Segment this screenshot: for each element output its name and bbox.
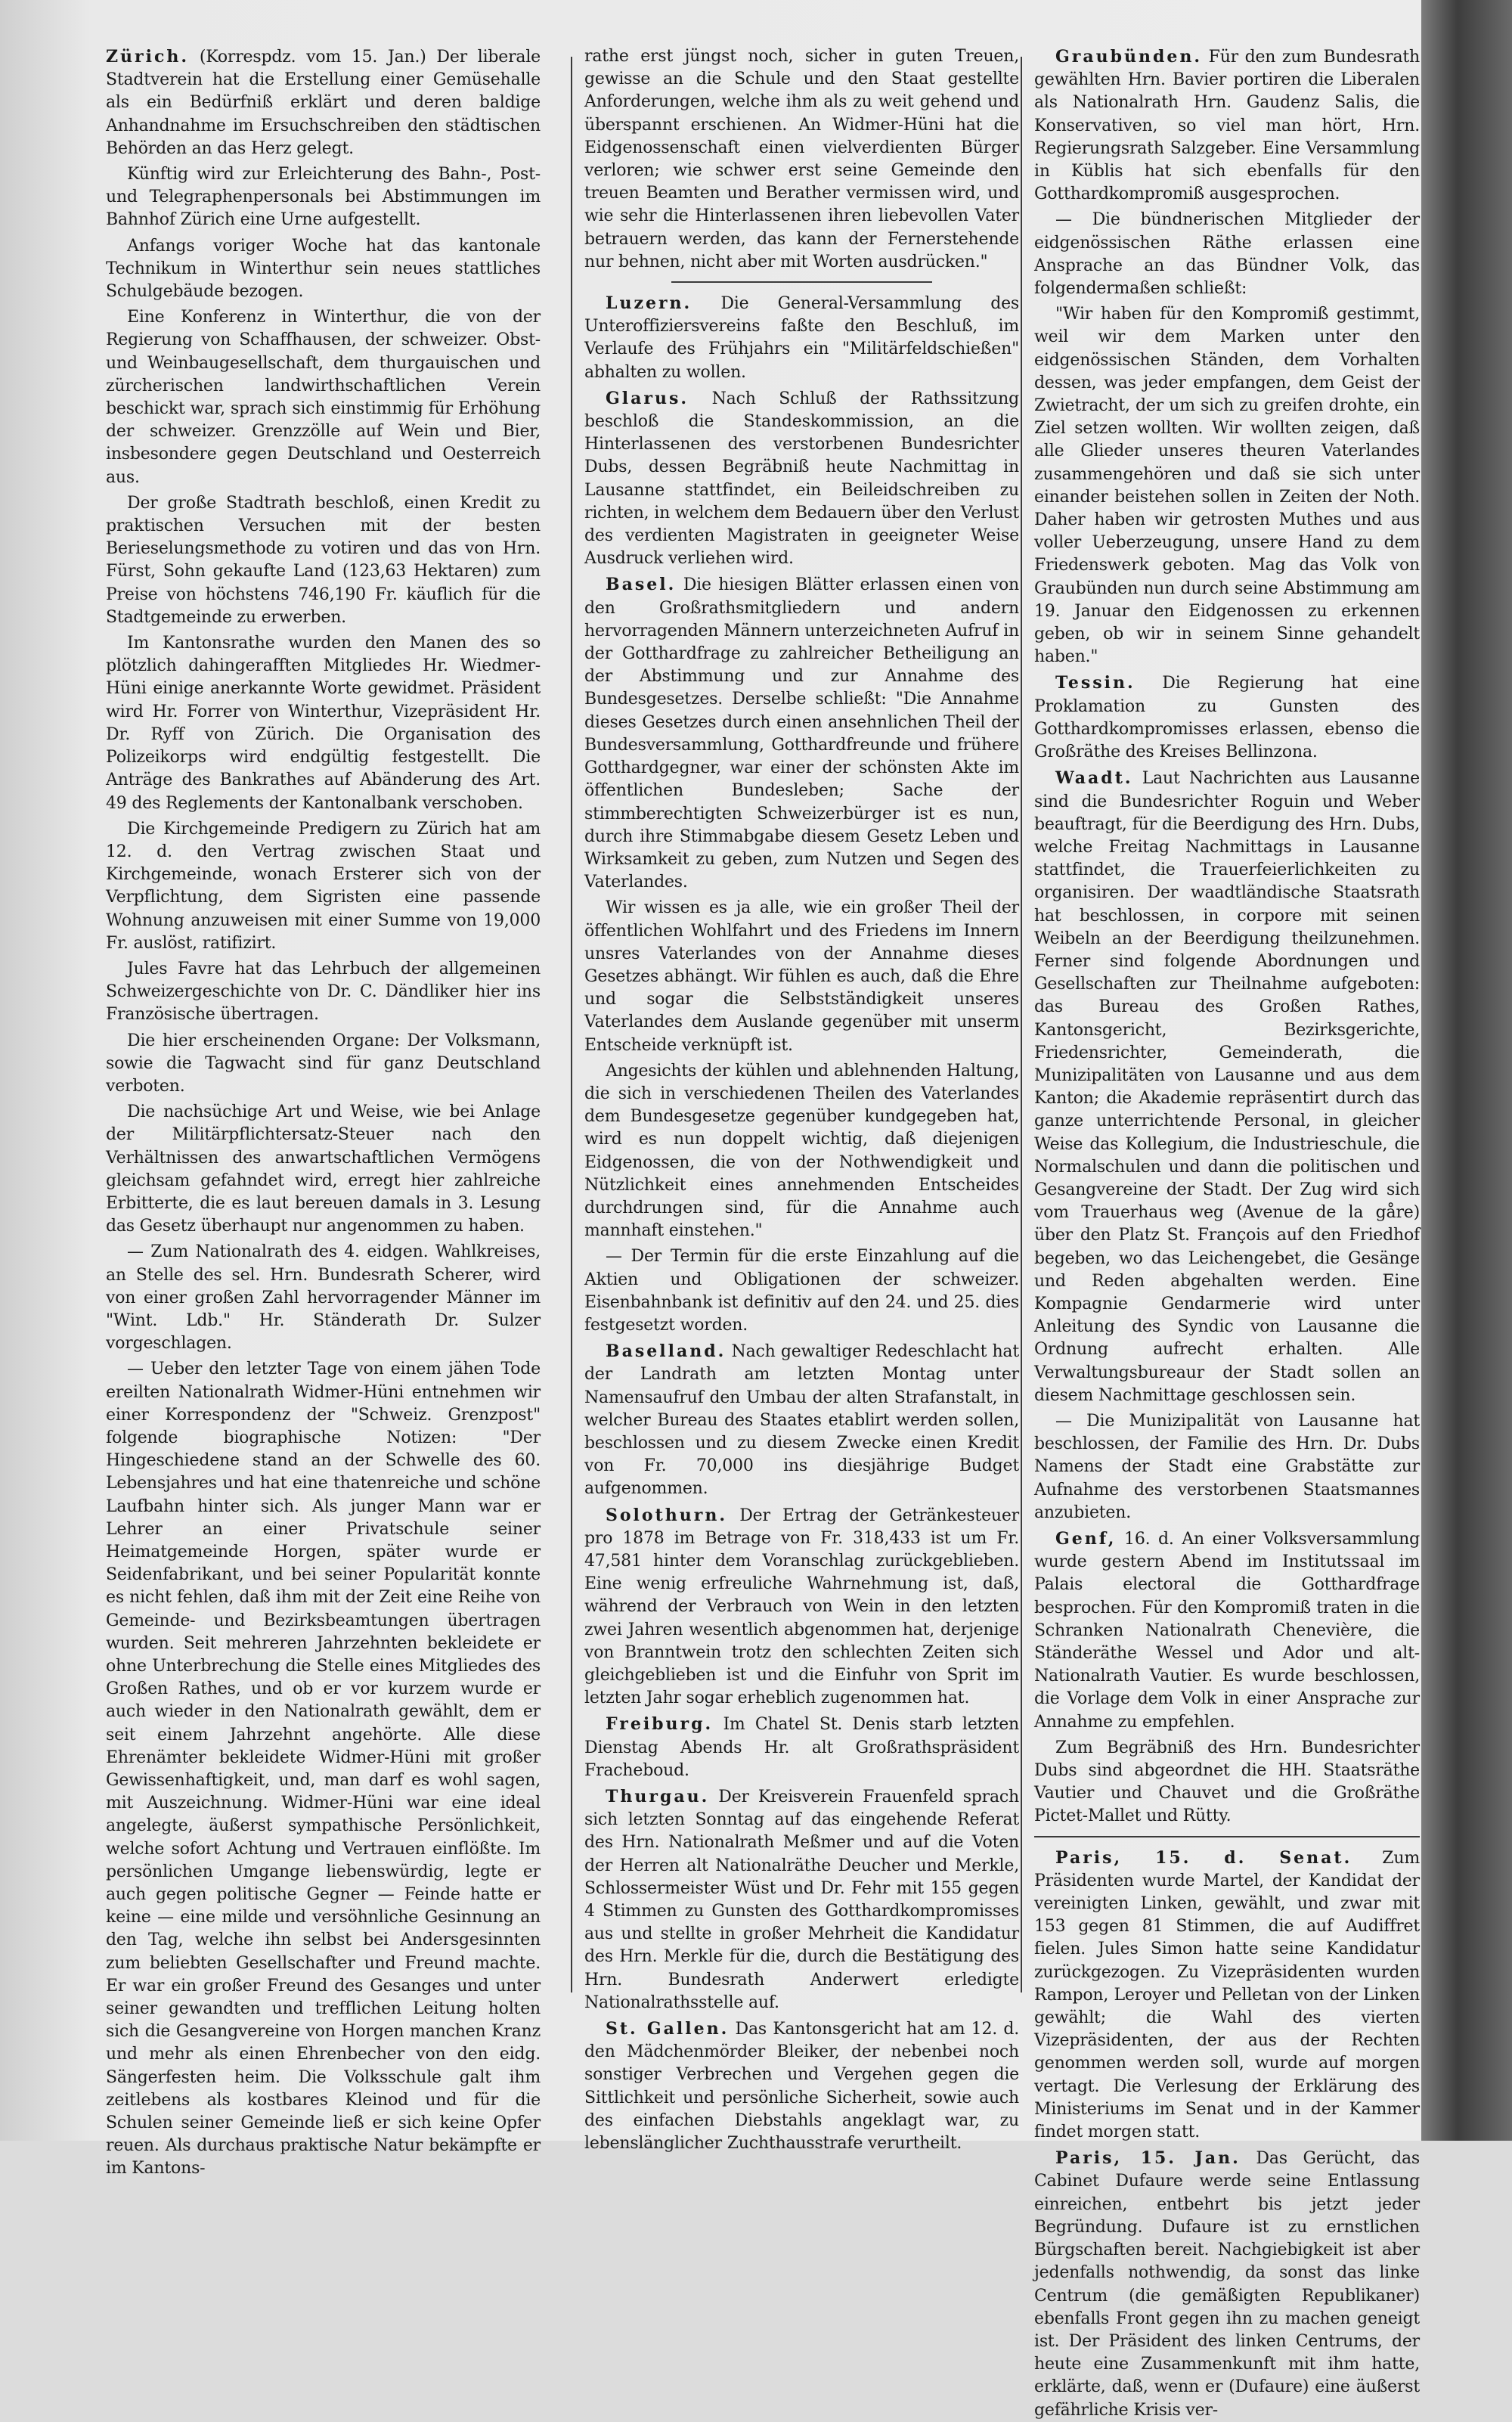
column-rule-left: [571, 57, 572, 1992]
column-2: [584, 45, 1020, 2154]
paragraph-nationalrath: — Zum Nationalrath des 4. eidgen. Wahlkreises, an Stelle des sel. Hrn. Bundesrath Scherer, wird von einer großen Zahl hervorragender Männer im "Wint. Ldb." Hr. Ständerath Dr. Sulzer vorgeschlagen.: [106, 1242, 541, 1354]
dateline-tessin: Tessin.: [1055, 673, 1136, 693]
page-binding-edge: [1421, 0, 1512, 2141]
dateline-freiburg: Freiburg.: [606, 1714, 714, 1735]
paragraph-urne: Künftig wird zur Erleichterung des Bahn-, Post- und Telegraphenpersonals bei Abstimmungen im Bahnhof Zürich eine Urne aufgestellt.: [106, 165, 541, 230]
paragraph-widmer: — Ueber den letzter Tage von einem jähen Tode ereilten Nationalrath Widmer-Hüni entnehmen wir einer Korrespondenz der "Schweiz. Grenzpost" folgende biographische Notizen: "Der Hingeschiedene stand an der Schwelle des 60. Lebensjahres und hat eine thatenreiche und schöne Laufbahn hinter sich. Als junger Mann war er Lehrer an einer Privatschule seiner Heimatgemeinde Horgen, später wurde er Seidenfabrikant, und bei seiner Popularität konnte es nicht fehlen, daß ihm mit der Zeit eine Reihe von Gemeinde- und Bezirksbeamtungen übertragen wurden. Seit mehreren Jahrzehnten bekleidete er ohne Unterbrechung die Stelle eines Mitgliedes des Großen Rathes, und ob er vor kurzem wurde er auch wieder in den Nationalrath gewählt, dem er seit einem Jahrzehnt angehörte. Alle diese Ehrenämter bekleidete Widmer-Hüni mit großer Gewissenhaftigkeit, und, man darf es wohl sagen, mit Auszeichnung. Widmer-Hüni war eine ideal angelegte, äußerst sympathische Persönlichkeit, welche sofort Achtung und Vertrauen einflößte. Im persönlichen Umgange liebenswürdig, legte er auch gegen politische Gegner — Feinde hatte er keine — eine milde und versöhnliche Gesinnung an den Tag, welche ihn selbst bei Andersgesinnten zum beliebten Gesellschafter und Freund machte. Er war ein großer Freund des Gesanges und unter seiner gewandten und trefflichen Leitung holten sich die Gesangvereine von Horgen manchen Kranz und mehr als einen Ehrenbecher von den eidg. Sängerfesten heim. Die Volksschule galt ihm zeitlebens als kostbares Kleinod und für die Schulen seiner Gemeinde ließ er sich keine Opfer reuen. Als durchaus praktische Natur bekämpfte er im Kantons-: [106, 1360, 541, 2179]
dateline-luzern: Luzern.: [606, 293, 692, 314]
dateline-zuerich: Zürich.: [106, 47, 190, 67]
article-luzern: Luzern. Die General-Versammlung des Unteroffiziersvereins faßte den Beschluß, im Verlaufe des Frühjahrs ein "Militärfeldschießen" abhalten zu wollen.: [584, 293, 1020, 382]
dateline-thurgau: Thurgau.: [606, 1787, 710, 1807]
article-stgallen: St. Gallen. Das Kantonsgericht hat am 12. d. den Mädchenmörder Bleiker, der nebenbei noch sonstiger Verbrechen und Vergehen gegen die Sittlichkeit und persönliche Sicherheit, sowie auch des einfachen Diebstahls angeklagt war, zu lebenslänglicher Zuchthausstrafe verurtheilt.: [584, 2019, 1019, 2154]
dateline-graubuenden: Graubünden.: [1055, 47, 1203, 67]
article-solothurn: Solothurn. Der Ertrag der Getränkesteuer pro 1878 im Betrage von Fr. 318,433 ist um Fr. 47,581 hinter dem Voranschlag zurückgeblieben. Eine wenig erfreuliche Wahrnehmung ist, daß, während der Verbrauch von Wein in den letzten zwei Jahren wesentlich abgenommen hat, derjenige von Branntwein trotz den schlechten Zeiten sich gleichgeblieben ist und die Einfuhr von Sprit im letzten Jahr sogar erheblich zugenommen hat.: [584, 1505, 1019, 1708]
article-zuerich: Zürich. (Korrespdz. vom 15. Jan.) Der liberale Stadtverein hat die Erstellung einer Gemüsehalle als ein Bedürfniß erklärt und deren baldige Anhandnahme im Ersuchschreiben den städtischen Behörden an das Herz gelegt.: [106, 47, 541, 158]
paragraph-basel-3: Angesichts der kühlen und ablehnenden Haltung, die sich in verschiedenen Theilen des Vaterlandes dem Bundesgesetze gegenüber kundgegeben hat, wird es nun doppelt wichtig, daß diejenigen Eidgenossen, die von der Nothwendigkeit und Nützlichkeit eines annehmenden Entscheides durchdrungen sind, für die Annahme auch mannhaft einstehen.": [584, 1061, 1019, 1241]
paragraph-technikum: Anfangs voriger Woche hat das kantonale Technikum in Winterthur sein neues stattliches Schulgebäude bezogen.: [106, 236, 541, 302]
article-graubuenden: Graubünden. Für den zum Bundesrath gewählten Hrn. Bavier portiren die Liberalen als Nationalrath Hrn. Gaudenz Salis, die Konservativen, so viel man hört, Hrn. Regierungsrath Salzgeber. Eine Versammlung in Küblis hat sich ebenfalls für den Gotthardkompromiß ausgesprochen.: [1034, 47, 1420, 204]
dateline-stgallen: St. Gallen.: [606, 2019, 730, 2039]
dateline-glarus: Glarus.: [606, 388, 689, 408]
article-basel: Basel. Die hiesigen Blätter erlassen einen von den Großrathsmitgliedern und andern hervorragenden Männern unterzeichneten Aufruf in der Gotthardfrage zu zahlreicher Betheiligung an der Abstimmung und zur Annahme des Bundesgesetzes. Derselbe schließt: "Die Annahme dieses Gesetzes durch einen ansehnlichen Theil der Bundesversammlung, Gotthardfreunde und frühere Gotthardgegner, war einer der schönsten Akte im öffentlichen Bundesleben; Sache der stimmberechtigten Schweizerbürger ist es nun, durch ihre Stimmabgabe diesem Gesetz Leben und Wirksamkeit zu geben, zum Nutzen und Segen des Vaterlandes.: [584, 575, 1019, 892]
paragraph-basel-2: Wir wissen es ja alle, wie ein großer Theil der öffentlichen Wohlfahrt und des Friedens im Innern unsres Vaterlandes von der Annahme dieses Gesetzes abhängt. Wir fühlen es auch, daß die Ehre und sogar die Selbstständigkeit unseres Vaterlandes dem Auslande gegenüber mit unserm Entscheide verknüpft ist.: [584, 898, 1019, 1055]
column-rule-right: [1021, 57, 1022, 1992]
article-waadt: Waadt. Laut Nachrichten aus Lausanne sind die Bundesrichter Roguin und Weber beauftragt, für die Beerdigung des Hrn. Dubs, welche Freitag Nachmittags in Lausanne stattfindet, die Trauerfeierlichkeiten zu organisiren. Der waadtländische Staatsrath hat beschlossen, in corpore mit seinen Weibeln an der Beerdigung theilzunehmen. Ferner sind folgende Abordnungen und Gesellschaften zur Theilnahme aufgeboten: das Bureau des Großen Rathes, Kantonsgericht, Bezirksgerichte, Friedensrichter, Gemeinderath, die Munizipalitäten von Lausanne und aus dem Kanton; die Akademie repräsentirt durch das ganze unterrichtende Personal, in gleicher Weise das Kollegium, die Industrieschule, die Normalschulen und dann die politischen und Gesangvereine der Stadt. Der Zug wird sich vom Trauerhaus weg (Avenue de la gåre) über den Platz St. François auf den Friedhof begeben, wo das Leichengebet, die Gesänge und Reden abgehalten werden. Eine Kompagnie Gendarmerie wird unter Anleitung des Syndic von Lausanne die Ordnung aufrecht erhalten. Alle Verwaltungsbureaur der Stadt sollen an diesem Nachmittage geschlossen sein.: [1034, 768, 1421, 1405]
article-genf: Genf, 16. d. An einer Volksversammlung wurde gestern Abend im Institutssaal im Palais electoral die Gotthardfrage besprochen. Für den Kompromiß traten in die Schranken Nationalrath Chenevière, die Ständeräthe Wessel und Ador und alt-Nationalrath Vautier. Es wurde beschlossen, die Vorlage dem Volk in einer Ansprache zur Annahme zu empfehlen.: [1034, 1529, 1420, 1732]
paragraph-favre: Jules Favre hat das Lehrbuch der allgemeinen Schweizergeschichte von Dr. C. Dändliker hier ins Französische übertragen.: [106, 959, 541, 1025]
dateline-paris-jan: Paris, 15. Jan.: [1055, 2148, 1241, 2169]
article-tessin: Tessin. Die Regierung hat eine Proklamation zu Gunsten des Gotthardkompromisses erlassen, ebenso die Großräthe des Kreises Bellinzona.: [1034, 673, 1420, 762]
paragraph-widmer-continued: rathe erst jüngst noch, sicher in guten Treuen, gewisse an die Schule und den Staat gestellte Anforderungen, welche ihm als zu weit gehend und überspannt erschienen. An Widmer-Hüni hat die Eidgenossenschaft einen vielverdienten Bürger verloren; wie schwer erst seine Gemeinde den treuen Beamten und Berather vermissen wird, und wie sehr die Hinterlassenen ihren liebevollen Vater betrauern werden, das kann der Fernerstehende nur behnen, nicht aber mit Worten ausdrücken.": [584, 47, 1019, 271]
dateline-basel: Basel.: [606, 575, 677, 595]
column-3: [1034, 45, 1421, 2420]
paragraph-kantonsrath: Im Kantonsrathe wurden den Manen des so plötzlich dahingerafften Mitgliedes Hr. Wiedmer-Hüni einige anerkannte Worte gewidmet. Präsident wird Hr. Forrer von Winterthur, Vizepräsident Hr. Dr. Ryff von Zürich. Die Organisation des Polizeikorps wird endgültig festgestellt. Die Anträge des Bankrathes auf Abänderung des Art. 49 des Reglements der Kantonalbank verschoben.: [106, 634, 541, 813]
paragraph-basel-4: — Der Termin für die erste Einzahlung auf die Aktien und Obligationen der schweizer. Eisenbahnbank ist definitiv auf den 24. und 25. dies festgesetzt worden.: [584, 1247, 1019, 1335]
paragraph-waadt-2: — Die Munizipalität von Lausanne hat beschlossen, der Familie des Hrn. Dr. Dubs Namens der Stadt eine Grabstätte zur Aufnahme des verstorbenen Staatsmannes anzubieten.: [1034, 1411, 1420, 1522]
paragraph-graubuenden-quote: "Wir haben für den Kompromiß gestimmt, weil wir dem Marken unter den eidgenössischen Ständen, dem Vorhalten dessen, was jeder empfangen, dem Geist der Zwietracht, der um sich zu greifen drohte, ein Ziel setzen wollten. Wir wollten zeigen, daß alle Glieder unseres theuren Vaterlandes zusammengehören und daß sie sich unter einander beistehen sollen in Zeiten der Noth. Daher haben wir getrosten Muthes und aus voller Ueberzeugung, unsere Hand zu dem Friedenswerk geboten. Mag das Volk von Graubünden nun durch seine Abstimmung am 19. Januar den Eidgenossen zu erkennen geben, ob wir in seinem Sinne gehandelt haben.": [1034, 305, 1420, 667]
separator: [671, 281, 932, 283]
paragraph-stadtrath: Der große Stadtrath beschloß, einen Kredit zu praktischen Versuchen mit der besten Berieselungsmethode zu votiren und das von Hrn. Fürst, Sohn gekaufte Land (123,63 Hektaren) zum Preise von höchstens 746,190 Fr. käuflich für die Stadtgemeinde zu erwerben.: [106, 493, 541, 627]
dateline-baselland: Baselland.: [606, 1341, 727, 1362]
paragraph-militaer: Die nachsüchige Art und Weise, wie bei Anlage der Militärpflichtersatz-Steuer nach den Verhältnissen des anwartschaftlichen Vermögens gleichsam gefahndet wird, erregt hier zahlreiche Erbitterte, die es laut bereuen damals in 3. Lesung das Gesetz überhaupt nur angenommen zu haben.: [106, 1102, 541, 1236]
article-thurgau: Thurgau. Der Kreisverein Frauenfeld sprach sich letzten Sonntag auf das eingehende Referat des Hrn. Nationalrath Meßmer und auf die Voten der Herren alt Nationalräthe Deucher und Merkle, Schlossermeister Wüst und Dr. Fehr mit 155 gegen 4 Stimmen zu Gunsten des Gotthardkompromisses aus und stellte in großer Mehrheit die Kandidatur des Hrn. Merkle für die, durch die Bestätigung des Hrn. Bundesrath Anderwert erledigte Nationalrathsstelle auf.: [584, 1787, 1019, 2012]
dateline-paris-senat: Paris, 15. d. Senat.: [1055, 1847, 1352, 1868]
column-1: [106, 45, 541, 2179]
dateline-genf: Genf,: [1055, 1529, 1117, 1549]
article-baselland: Baselland. Nach gewaltiger Redeschlacht hat der Landrath am letzten Montag unter Namensaufruf den Umbau der alten Strafanstalt, in welcher Bureau des Staates etablirt werden sollen, beschlossen und zu diesem Zwecke einen Kredit von Fr. 70,000 ins diesjährige Budget aufgenommen.: [584, 1341, 1019, 1499]
section-separator: [1034, 1836, 1420, 1837]
article-paris-senat: Paris, 15. d. Senat. Zum Präsidenten wurde Martel, der Kandidat der vereinigten Linken, gewählt, und zwar mit 153 gegen 81 Stimmen, die auf Audiffret fielen. Jules Simon hatte seine Kandidatur zurückgezogen. Zu Vizepräsidenten wurden Rampon, Leroyer und Pelletan von der Linken gewählt; die Wahl des vierten Vizepräsidenten, der aus der Rechten genommen werden soll, wurde auf morgen vertagt. Die Verlesung der Erklärung des Ministeriums im Senat und in der Kammer findet morgen statt.: [1034, 1847, 1421, 2142]
dateline-solothurn: Solothurn.: [606, 1505, 727, 1525]
article-paris-gerucht: Paris, 15. Jan. Das Gerücht, das Cabinet Dufaure werde seine Entlassung einreichen, entbehrt bis jetzt jeder Begründung. Dufaure ist zu ernstlichen Bürgschaften bereit. Nachgiebigkeit ist aber jedenfalls nothwendig, da sonst das linke Centrum (die gemäßigten Republikaner) ebenfalls Front gegen ihn zu machen geneigt ist. Der Präsident des linken Centrums, der heute eine Zusammenkunft mit ihm hatte, erklärte, daß, wenn er (Dufaure) eine äußerst gefährliche Krisis ver-: [1034, 2148, 1420, 2420]
dateline-waadt: Waadt.: [1055, 768, 1133, 789]
article-freiburg: Freiburg. Im Chatel St. Denis starb letzten Dienstag Abends Hr. alt Großrathspräsident Fracheboud.: [584, 1714, 1019, 1780]
paragraph-organe: Die hier erscheinenden Organe: Der Volksmann, sowie die Tagwacht sind für ganz Deutschland verboten.: [106, 1031, 541, 1096]
article-glarus: Glarus. Nach Schluß der Rathssitzung beschloß die Standeskommission, an die Hinterlassenen des verstorbenen Bundesrichter Dubs, dessen Begräbniß heute Nachmittag in Lausanne stattfindet, ein Beileidschreiben zu richten, in welchem dem Bedauern über den Verlust des verdienten Magistraten in geeigneter Weise Ausdruck verliehen wird.: [584, 388, 1019, 569]
paragraph-graubuenden-2: — Die bündnerischen Mitglieder der eidgenössischen Räthe erlassen eine Ansprache an das Bündner Volk, das folgendermaßen schließt:: [1034, 210, 1420, 299]
paragraph-genf-2: Zum Begräbniß des Hrn. Bundesrichter Dubs sind abgeordnet die HH. Staatsräthe Vautier und Chauvet und die Großräthe Pictet-Mallet und Rütty.: [1034, 1738, 1420, 1826]
paragraph-kirchgemeinde: Die Kirchgemeinde Predigern zu Zürich hat am 12. d. den Vertrag zwischen Staat und Kirchgemeinde, wonach Ersterer sich von der Verpflichtung, dem Sigristen eine passende Wohnung anzuweisen mit einer Summe von 19,000 Fr. auslöst, ratifizirt.: [106, 819, 541, 953]
paragraph-konferenz: Eine Konferenz in Winterthur, die von der Regierung von Schaffhausen, der schweizer. Obst- und Weinbaugesellschaft, dem thurgauischen und zürcherischen landwirthschaftlichen Verein beschickt war, sprach sich einstimmig für Erhöhung der schweizer. Grenzzölle auf Wein und Bier, insbesondere gegen Deutschland und Oesterreich aus.: [106, 308, 541, 487]
